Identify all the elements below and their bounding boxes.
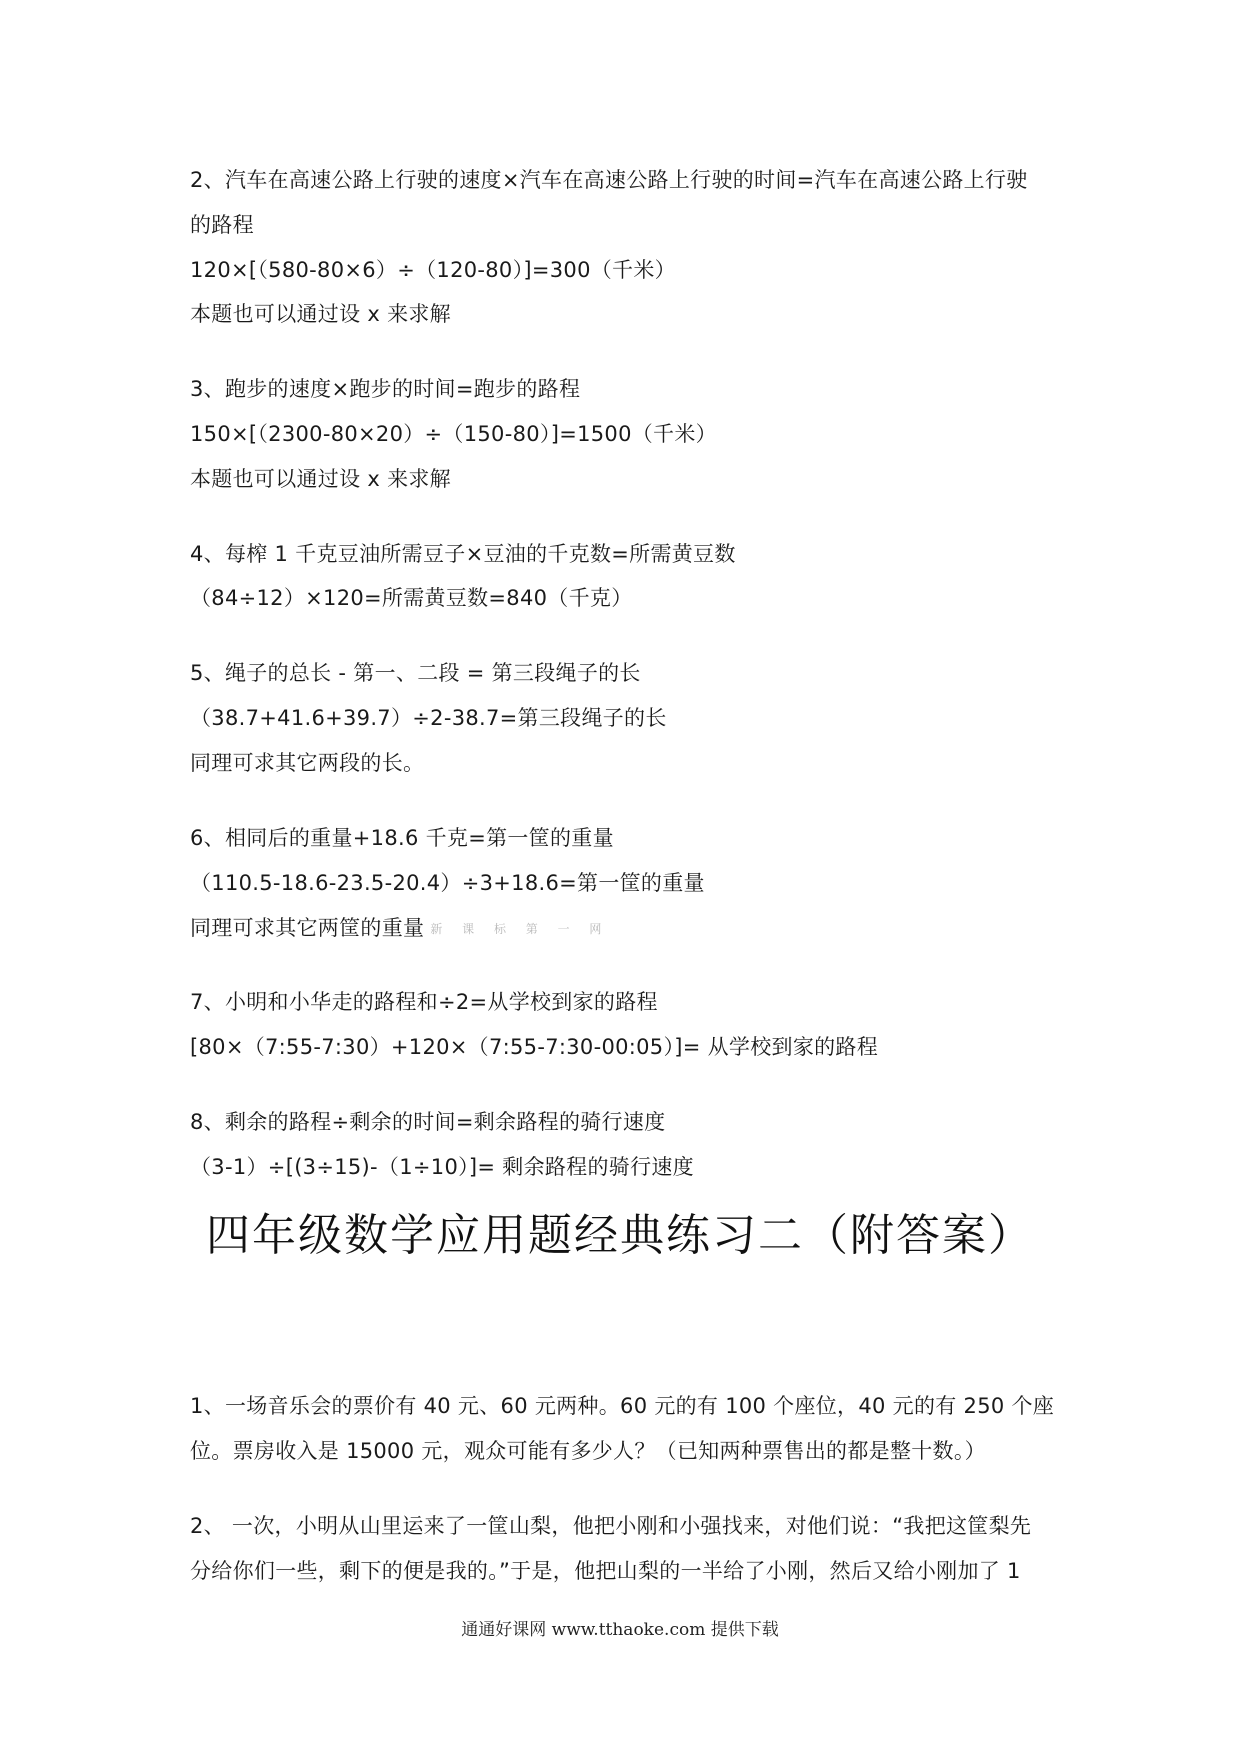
answer-6-line-1: 6、相同后的重量+18.6 千克=第一筐的重量 (190, 826, 614, 850)
answer-4-line-1: 4、每榨 1 千克豆油所需豆子×豆油的千克数=所需黄豆数 (190, 542, 736, 566)
page-footer: 通通好课网 www.tthaoke.com 提供下载 (461, 1620, 779, 1640)
answer-3-line-1: 3、跑步的速度×跑步的时间=跑步的路程 (190, 377, 581, 401)
answer-5-formula: （38.7+41.6+39.7）÷2-38.7=第三段绳子的长 (190, 706, 667, 730)
watermark-text: 新 课 标 第 一 网 (430, 922, 610, 936)
exercise-1-line-1: 1、一场音乐会的票价有 40 元、60 元两种。60 元的有 100 个座位，40 元的有 250 个座 (190, 1394, 1055, 1418)
answer-5-note: 同理可求其它两段的长。 (190, 751, 425, 775)
exercise-2-line-1: 2、 一次，小明从山里运来了一筐山梨，他把小刚和小强找来，对他们说：“我把这筐梨先 (190, 1514, 1032, 1538)
answer-7-line-1: 7、小明和小华走的路程和÷2=从学校到家的路程 (190, 990, 658, 1014)
answer-3-note: 本题也可以通过设 x 来求解 (190, 467, 451, 491)
answer-2-line-1: 2、汽车在高速公路上行驶的速度×汽车在高速公路上行驶的时间=汽车在高速公路上行驶 (190, 168, 1028, 192)
answer-5-line-1: 5、绳子的总长 - 第一、二段 = 第三段绳子的长 (190, 661, 641, 685)
answer-2-note: 本题也可以通过设 x 来求解 (190, 302, 451, 326)
answer-2-formula: 120×[（580-80×6）÷（120-80）]=300（千米） (190, 258, 676, 282)
answer-4-formula: （84÷12）×120=所需黄豆数=840（千克） (190, 586, 633, 610)
exercise-1-line-2: 位。票房收入是 15000 元，观众可能有多少人？（已知两种票售出的都是整十数。） (190, 1439, 986, 1463)
section-title: 四年级数学应用题经典练习二（附答案） (206, 1210, 1034, 1261)
answer-6-formula: （110.5-18.6-23.5-20.4）÷3+18.6=第一筐的重量 (190, 871, 705, 895)
answer-2-line-2: 的路程 (190, 213, 254, 237)
answer-3-formula: 150×[（2300-80×20）÷（150-80）]=1500（千米） (190, 422, 717, 446)
answer-6-note: 同理可求其它两筐的重量 (190, 916, 425, 940)
answer-8-line-1: 8、剩余的路程÷剩余的时间=剩余路程的骑行速度 (190, 1110, 666, 1134)
exercise-2-line-2: 分给你们一些，剩下的便是我的。”于是，他把山梨的一半给了小刚，然后又给小刚加了 1 (190, 1559, 1021, 1583)
answer-6-note-row (190, 914, 609, 943)
answer-7-formula: [80×（7:55-7:30）+120×（7:55-7:30-00:05）]= 从学校到家的路程 (190, 1035, 879, 1059)
answer-8-formula: （3-1）÷[(3÷15)-（1÷10）]= 剩余路程的骑行速度 (190, 1155, 694, 1179)
